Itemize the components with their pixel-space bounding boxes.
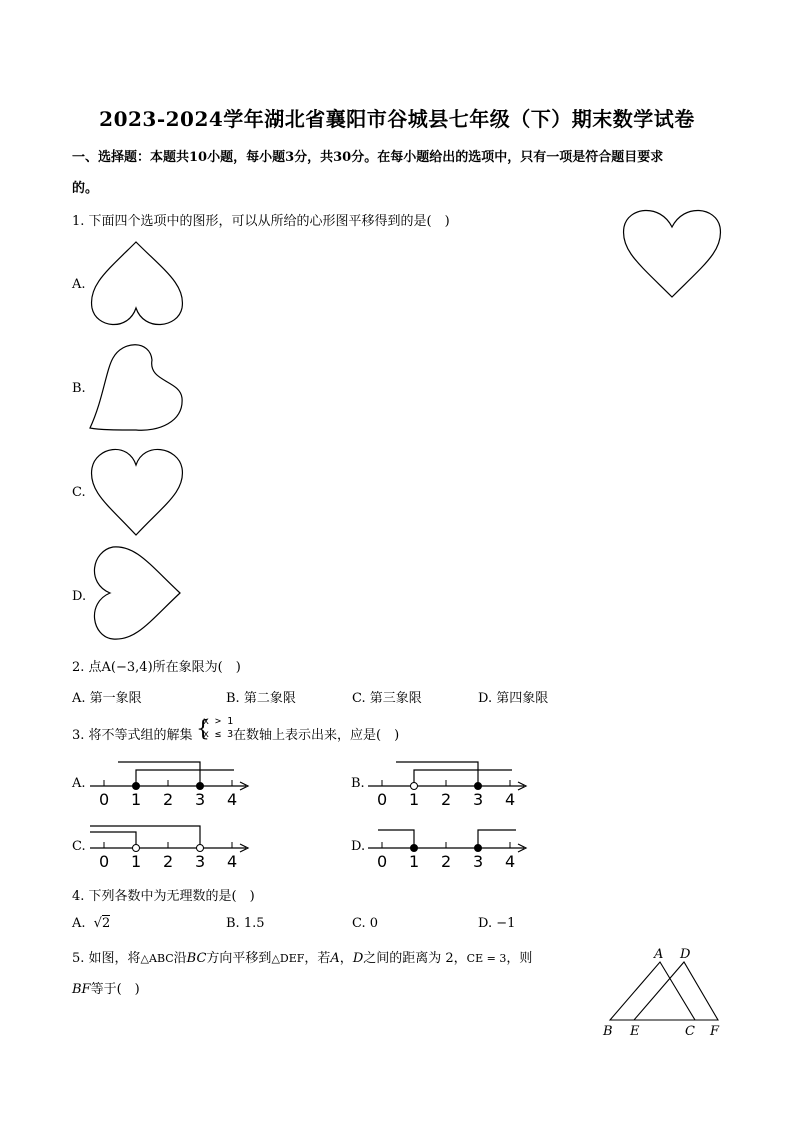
q4-option-b[interactable]: B. 1.5 bbox=[226, 916, 265, 931]
point-d-label: D bbox=[680, 947, 691, 962]
tick-label: 2 bbox=[163, 790, 174, 809]
section-header: 一、选择题：本题共10小题，每小题3分，共30分。在每小题给出的选项中，只有一项是符合题目要求 bbox=[72, 150, 664, 165]
heart-option-a[interactable] bbox=[88, 240, 188, 330]
sqrt-radicand: 2 bbox=[101, 916, 111, 931]
tick-label: 2 bbox=[441, 790, 452, 809]
tick-label: 4 bbox=[227, 852, 238, 871]
q5-stem bbox=[72, 947, 532, 966]
q3-option-a-label[interactable]: A. bbox=[72, 776, 86, 791]
tick-label: 0 bbox=[99, 790, 110, 809]
q1-stem: 1. 下面四个选项中的图形，可以从所给的心形图平移得到的是( ) bbox=[72, 214, 450, 229]
q2-option-a[interactable]: A. 第一象限 bbox=[72, 691, 142, 706]
q4-stem: 4. 下列各数中为无理数的是( ) bbox=[72, 889, 255, 904]
q3-brace: { bbox=[196, 717, 210, 742]
number-line-d[interactable] bbox=[366, 820, 531, 870]
page-title: 2023-2024学年湖北省襄阳市谷城县七年级（下）期末数学试卷 bbox=[99, 107, 695, 131]
q5-segment-bf: BF bbox=[72, 982, 91, 997]
point-e-label: E bbox=[630, 1024, 640, 1039]
q5-text: ， bbox=[339, 951, 353, 966]
q2-option-d[interactable]: D. 第四象限 bbox=[478, 691, 549, 706]
tick-label: 1 bbox=[131, 790, 142, 809]
reference-heart-figure bbox=[620, 205, 725, 300]
section-header-cont: 的。 bbox=[72, 181, 99, 196]
q5-text: 等于( ) bbox=[90, 982, 140, 997]
tick-label: 2 bbox=[441, 852, 452, 871]
q5-text: 之间的距离为 2， bbox=[363, 951, 467, 966]
point-a-label: A bbox=[654, 947, 664, 962]
q4-option-d[interactable]: D. −1 bbox=[478, 916, 516, 931]
q5-text: 沿 bbox=[173, 951, 187, 966]
tick-label: 0 bbox=[377, 790, 388, 809]
tick-label: 0 bbox=[377, 852, 388, 871]
q3-stem-start: 3. 将不等式组的解集 bbox=[72, 728, 193, 743]
q2-option-c[interactable]: C. 第三象限 bbox=[352, 691, 422, 706]
heart-option-d[interactable] bbox=[88, 543, 188, 643]
q3-option-c-label[interactable]: C. bbox=[72, 839, 86, 854]
number-line-b[interactable] bbox=[366, 758, 531, 808]
q5-point-d: D bbox=[352, 951, 364, 966]
tick-label: 2 bbox=[163, 852, 174, 871]
q5-triangle-abc: △ABC bbox=[140, 952, 174, 965]
tick-label: 4 bbox=[505, 790, 516, 809]
heart-option-b[interactable] bbox=[88, 340, 188, 435]
point-c-label: C bbox=[685, 1024, 695, 1039]
tick-label: 3 bbox=[473, 852, 484, 871]
q3-inequality-2: x ≤ 3 bbox=[203, 729, 234, 740]
tick-label: 3 bbox=[473, 790, 484, 809]
tick-label: 1 bbox=[409, 852, 420, 871]
q5-point-a: A bbox=[330, 951, 340, 966]
q5-text: ，则 bbox=[506, 951, 533, 966]
q3-option-d-label[interactable]: D. bbox=[351, 839, 366, 854]
tick-label: 3 bbox=[195, 852, 206, 871]
tick-label: 4 bbox=[227, 790, 238, 809]
q2-option-b[interactable]: B. 第二象限 bbox=[226, 691, 296, 706]
tick-label: 1 bbox=[409, 790, 420, 809]
q1-option-d-label[interactable]: D. bbox=[72, 589, 87, 604]
q3-inequality-1: x > 1 bbox=[203, 716, 234, 727]
q2-stem: 2. 点A(−3,4)所在象限为( ) bbox=[72, 660, 241, 675]
q1-option-c-label[interactable]: C. bbox=[72, 485, 86, 500]
q5-text: 5. 如图，将 bbox=[72, 951, 141, 966]
point-b-label: B bbox=[603, 1024, 613, 1039]
tick-label: 0 bbox=[99, 852, 110, 871]
q5-text: 方向平移到 bbox=[206, 951, 272, 966]
q5-text: ，若 bbox=[304, 951, 331, 966]
point-f-label: F bbox=[710, 1024, 720, 1039]
q4-option-a[interactable] bbox=[72, 916, 110, 931]
q5-ce-value: CE = 3 bbox=[466, 952, 507, 965]
q1-option-b-label[interactable]: B. bbox=[72, 381, 86, 396]
q5-triangle-def: △DEF bbox=[271, 952, 305, 965]
number-line-c[interactable] bbox=[88, 820, 253, 870]
translation-triangles-figure bbox=[600, 945, 730, 1040]
q1-option-a-label[interactable]: A. bbox=[72, 277, 86, 292]
q4-option-a-label: A. bbox=[72, 916, 86, 931]
number-line-a[interactable] bbox=[88, 758, 253, 808]
tick-label: 1 bbox=[131, 852, 142, 871]
q5-segment-bc: BC bbox=[186, 951, 207, 966]
heart-option-c[interactable] bbox=[88, 443, 188, 538]
tick-label: 4 bbox=[505, 852, 516, 871]
q5-stem-cont bbox=[72, 978, 140, 997]
q4-option-c[interactable]: C. 0 bbox=[352, 916, 379, 931]
q3-option-b-label[interactable]: B. bbox=[351, 776, 365, 791]
q3-stem-end: 在数轴上表示出来，应是( ) bbox=[233, 728, 400, 743]
tick-label: 3 bbox=[195, 790, 206, 809]
sqrt-sign: √ bbox=[93, 916, 102, 931]
